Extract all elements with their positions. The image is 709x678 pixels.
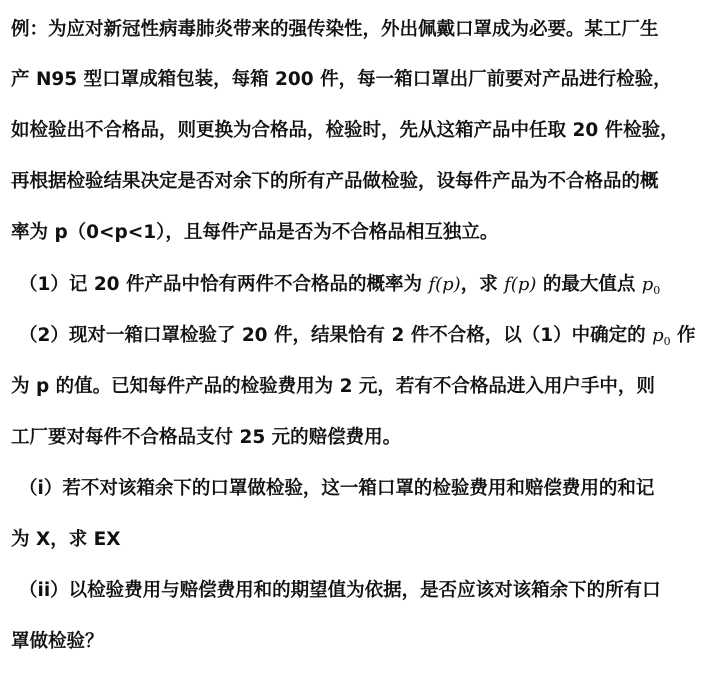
math-p0 <box>642 274 661 295</box>
question-1-text-b: ，求 <box>460 274 505 295</box>
math-p0-ref <box>652 325 671 346</box>
math-p0-ref-symbol: p <box>652 325 664 346</box>
question-1 <box>19 270 660 300</box>
intro-line-5: 率为 p（0<p<1），且每件产品是否为不合格品相互独立。 <box>11 222 499 243</box>
math-f-of-p: f(p) <box>428 274 461 295</box>
question-2-text-b: 作 <box>670 325 696 346</box>
question-ii-line-1: （ii）以检验费用与赔偿费用和的期望值为依据，是否应该对该箱余下的所有口 <box>19 580 661 601</box>
question-2-line-3: 工厂要对每件不合格品支付 25 元的赔偿费用。 <box>11 427 402 448</box>
question-i-line-1: （i）若不对该箱余下的口罩做检验，这一箱口罩的检验费用和赔偿费用的和记 <box>19 478 655 499</box>
question-1-text-a: （1）记 20 件产品中恰有两件不合格品的概率为 <box>19 274 429 295</box>
math-p0-ref-subscript: 0 <box>663 335 671 348</box>
math-p0-subscript: 0 <box>653 284 661 297</box>
math-f-of-p-2: f(p) <box>504 274 537 295</box>
intro-line-4: 再根据检验结果决定是否对余下的所有产品做检验，设每件产品为不合格品的概 <box>11 171 659 192</box>
question-2-line-2: 为 p 的值。已知每件产品的检验费用为 2 元，若有不合格品进入用户手中，则 <box>11 376 655 397</box>
question-2-text-a: （2）现对一箱口罩检验了 20 件，结果恰有 2 件不合格，以（1）中确定的 <box>19 325 653 346</box>
question-ii-line-2: 罩做检验？ <box>11 631 104 652</box>
math-p0-symbol: p <box>641 274 654 295</box>
intro-line-3: 如检验出不合格品，则更换为合格品，检验时，先从这箱产品中任取 20 件检验， <box>11 120 679 141</box>
question-1-text-c: 的最大值点 <box>536 274 642 295</box>
intro-line-1: 例：为应对新冠性病毒肺炎带来的强传染性，外出佩戴口罩成为必要。某工厂生 <box>11 19 659 40</box>
question-2-line-1 <box>19 321 696 351</box>
intro-line-2: 产 N95 型口罩成箱包装，每箱 200 件，每一箱口罩出厂前要对产品进行检验， <box>11 69 672 90</box>
question-i-line-2: 为 X，求 EX <box>11 529 121 550</box>
